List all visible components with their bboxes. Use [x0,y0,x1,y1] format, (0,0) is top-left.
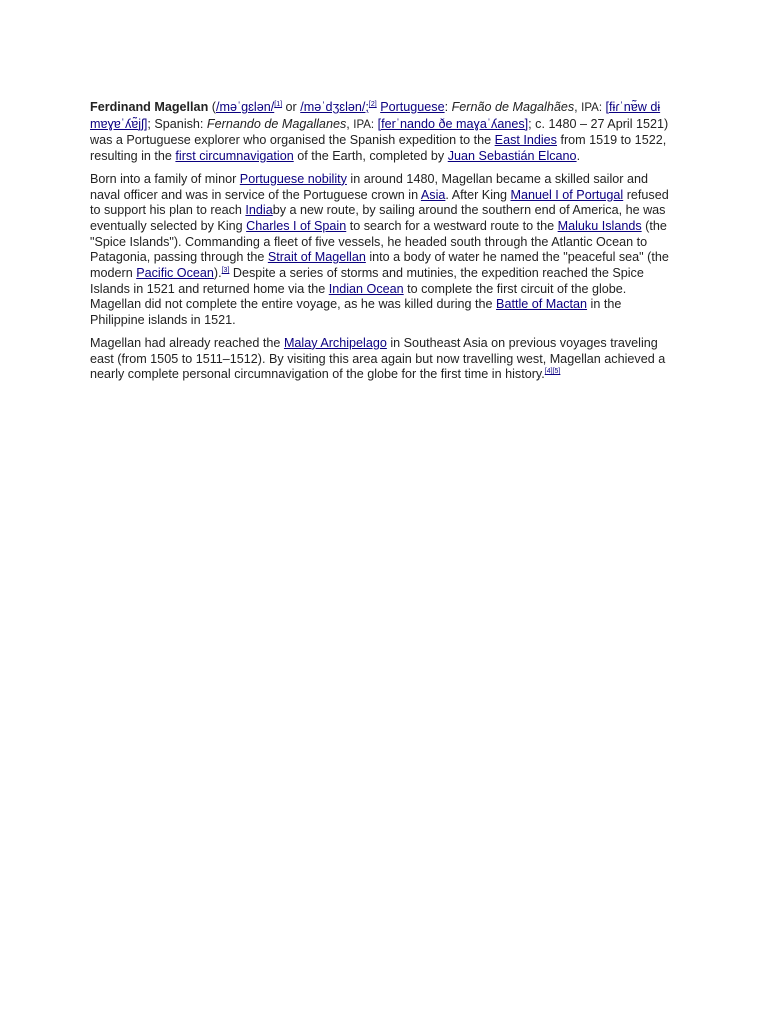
ipa-label: IPA: [353,118,375,131]
reference-link[interactable]: [5] [552,368,561,376]
ipa-portuguese-link[interactable]: [fɨɾˈnɐ̃w dɨ mɐɣɐˈʎɐ̃jʃ] [90,100,661,131]
strait-of-magellan-link[interactable]: Strait of Magellan [267,250,366,265]
manuel-link[interactable]: Manuel I of Portugal [510,187,624,202]
text: ). [213,266,222,281]
portuguese-name: Fernão de Magalhães [451,100,575,114]
pronunciation-link-1[interactable]: /məˈɡɛlən/ [215,100,275,114]
article-subject: Ferdinand Magellan [90,100,209,114]
text: in around 1480, Magellan became a skilled sailor and naval officer and was in service of the Portuguese crown in [90,171,648,202]
reference-link[interactable]: [1] [274,101,283,108]
indian-ocean-link[interactable]: Indian Ocean [328,281,404,296]
elcano-link[interactable]: Juan Sebastián Elcano [447,149,577,164]
text: (the "Spice Islands"). Commanding a fleet of five vessels, he headed south through the Atlantic Ocean to Patagonia, passing through the [90,218,667,265]
text: by a new route, by sailing around the southern end of America, he was eventually selected by King [90,203,666,233]
india-link[interactable]: India [245,203,273,218]
reference-5[interactable] [553,368,561,375]
text: : [444,100,452,114]
text: , [346,116,354,131]
asia-link[interactable]: Asia [420,187,446,202]
text: or [282,100,301,114]
first-circumnavigation-link[interactable]: first circumnavigation [175,149,294,164]
text: , [574,100,582,114]
text: Born into a family of minor [90,171,240,186]
malay-archipelago-link[interactable]: Malay Archipelago [283,335,387,350]
east-indies-link[interactable]: East Indies [494,133,557,148]
text: ; Spanish: [147,116,207,131]
reference-4[interactable] [545,368,553,375]
pronunciation-link-2[interactable]: /məˈdʒɛlən/; [300,100,369,114]
text: into a body of water he named the "peaceful sea" (the modern [90,250,669,281]
pacific-ocean-link[interactable]: Pacific Ocean [136,266,214,281]
reference-link[interactable]: [3] [221,267,230,275]
article-body [90,100,678,390]
text: ; c. 1480 – 27 April 1521) was a Portuguese explorer who organised the Spanish expedition to the [90,116,669,148]
text: Despite a series of storms and mutinies, the expedition reached the Spice Islands in 1521 and returned home via the [90,266,644,296]
text: in Southeast Asia on previous voyages traveling east (from 1505 to 1511–1512). By visiting this area again but now travelling west, Magellan achieved a nearly complete personal circumnavigation of the globe for the first time in history. [90,335,666,382]
battle-of-mactan-link[interactable]: Battle of Mactan [496,297,588,312]
text: . After King [445,187,511,202]
paragraph-voyages [90,336,678,383]
reference-2[interactable] [369,101,377,108]
paragraph-intro [90,100,678,165]
reference-1[interactable] [274,101,282,108]
ipa-label: IPA: [581,102,603,114]
text: to complete the first circuit of the globe. Magellan did not complete the entire voyage, as he was killed during the [90,281,627,312]
text: from 1519 to 1522, resulting in the [90,133,667,164]
text: in the Philippine islands in 1521. [90,297,622,328]
paragraph-career [90,172,678,329]
maluku-islands-link[interactable]: Maluku Islands [557,218,642,233]
portuguese-language-link[interactable]: Portuguese [380,100,445,114]
charles-link[interactable]: Charles I of Spain [246,218,347,233]
reference-link[interactable]: [4] [544,368,553,376]
text: . [576,149,581,164]
text: refused to support his plan to reach [90,187,669,218]
text: to search for a westward route to the [346,218,558,233]
spanish-name: Fernando de Magallanes [206,116,347,131]
text: Magellan had already reached the [90,335,284,350]
ipa-spanish-link[interactable]: [ferˈnando ðe maɣaˈʎanes] [377,116,529,131]
text: of the Earth, completed by [293,149,448,164]
portuguese-nobility-link[interactable]: Portuguese nobility [239,171,347,186]
reference-link[interactable]: [2] [368,101,377,108]
text: ( [208,100,216,114]
